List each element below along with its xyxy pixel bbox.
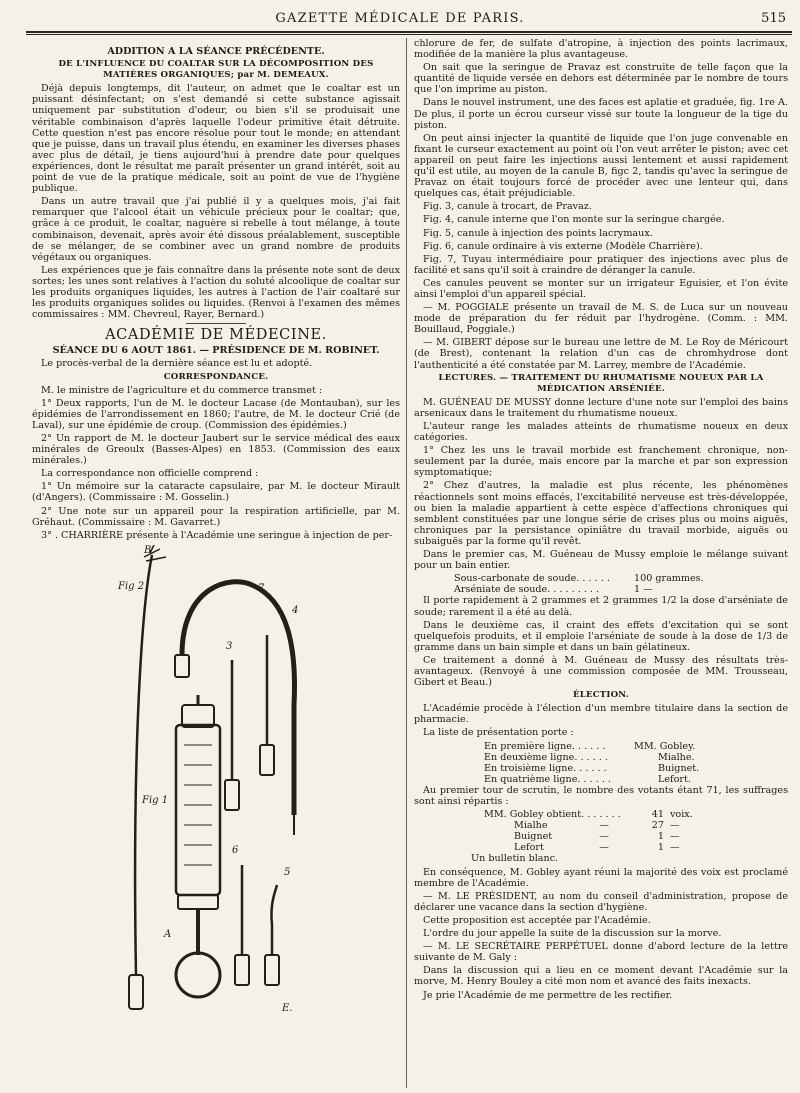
paragraph: Un bulletin blanc. bbox=[471, 853, 559, 865]
chem-qty: 1 — bbox=[634, 584, 653, 596]
header-rule-thin bbox=[26, 34, 792, 35]
figure-caption: Fig. 6, canule ordinaire à vis externe (Modèle Charrière). bbox=[423, 240, 703, 252]
vote-unit: voix. bbox=[670, 809, 693, 821]
cannula-fig8-hub bbox=[225, 780, 239, 810]
syringe-base bbox=[178, 895, 218, 909]
left-column bbox=[32, 44, 400, 1021]
paragraph: 2° Une note sur un appareil pour la respiration artificielle, par M. Gréhaut. (Commissaire : M. Gavarret.) bbox=[32, 505, 400, 528]
vote-unit: — bbox=[670, 820, 680, 832]
figure-label-bottom: E. bbox=[282, 1002, 293, 1014]
vote-unit: — bbox=[670, 831, 680, 843]
influence-heading: DE L'INFLUENCE DU COALTAR SUR LA DÉCOMPOSITION DES MATIÈRES ORGANIQUES; par M. DEMEAUX. bbox=[58, 59, 374, 81]
column-divider bbox=[406, 38, 407, 1088]
paragraph: — M. POGGIALE présente un travail de M. S. de Luca sur un nouveau mode de préparation du fer réduit par l'hydrogène. (Comm. : MM. Bouillaud, Poggiale.) bbox=[414, 302, 788, 336]
candidate-row bbox=[414, 763, 788, 774]
seance-line: SÉANCE DU 6 AOUT 1861. — PRÉSIDENCE DE M. ROBINET. bbox=[52, 345, 380, 357]
figure-label-fig1: Fig 1 bbox=[142, 794, 169, 806]
paragraph: — M. LE PRÉSIDENT, au nom du conseil d'administration, propose de déclarer une vacance dans la section d'hygiène. bbox=[414, 890, 788, 913]
syringe-figure bbox=[32, 545, 400, 1021]
candidate-rank: En troisième ligne. . . . . . bbox=[484, 762, 607, 774]
paragraph: 2° Chez d'autres, la maladie est plus récente, les phénomènes réactionnels sont moins effacés, l'excitabilité nerveuse est très-développée, ou bien la maladie appartient à cette espèce d'affections chroniques qui semblent constituées par une longue série de crises plus ou moins aiguës, chroniques par la persistance opiniâtre du travail morbide, aiguës ou subaiguës par la forme qu'il revêt. bbox=[414, 480, 788, 547]
paragraph: Ce traitement a donné à M. Guéneau de Mussy des résultats très-avantageux. (Renvoyé à une commission composée de MM. Trousseau, Gibert et Beau.) bbox=[414, 654, 788, 689]
vote-count: 1 bbox=[657, 842, 664, 854]
paragraph: — M. LE SECRÉTAIRE PERPÉTUEL donne d'abord lecture de la lettre suivante de M. Galy : bbox=[414, 941, 788, 964]
candidate-row bbox=[414, 752, 788, 763]
figure-caption: Fig. 3, canule à trocart, de Pravaz. bbox=[423, 201, 592, 213]
paragraph: 1° Chez les uns le travail morbide est franchement chronique, non-seulement par la durée, mais encore par la marche et par son expression symptomatique; bbox=[414, 445, 788, 479]
vote-name: Buignet bbox=[514, 831, 553, 843]
paragraph: La correspondance non officielle comprend : bbox=[41, 468, 259, 480]
paragraph: Dans un autre travail que j'ai publié il y a quelques mois, j'ai fait remarquer que l'alcool était un véhicule précieux pour le coaltar; que, grâce à ce produit, le coaltar, naguère si rebelle à tout mélange, à toute combinaison, devenait, après avoir été dissous préalablement, susceptible de se mélanger, de se combiner avec un grand nombre de produits végétaux ou organiques. bbox=[32, 196, 400, 263]
paragraph: On sait que la seringue de Pravaz est construite de telle façon que la quantité de liquide versée en dehors est déterminée par le nombre de tours que l'on imprime au piston. bbox=[414, 62, 788, 96]
paragraph: Déjà depuis longtemps, dit l'auteur, on admet que le coaltar est un puissant désinfectant; on s'est demandé si cette substance agissait uniquement par substitution d'odeur, ou bien s'il se produisait une véritable combinaison d'après laquelle l'odeur primitive était détruite. Cette question n'est pas encore résolue pour tout le monde; en attendant que je puisse, dans un travail plus étendu, en examiner les diverses phases avec plus de détail, je tiens aujourd'hui à prendre date pour quelques expériences, dont le résultat me paraît présenter un grand intérêt, soit au point de vue de la pratique médicale, soit au point de vue de l'hygiène publique. bbox=[32, 83, 400, 195]
vote-name: MM. Gobley obtient. . . . . . . bbox=[484, 809, 621, 821]
vote-unit: — bbox=[670, 842, 680, 854]
cannula-fig5-hub bbox=[265, 955, 279, 985]
vote-name: Mialhe bbox=[514, 820, 548, 832]
correspondance-heading: CORRESPONDANCE. bbox=[163, 371, 269, 382]
figure-label-fig2: Fig 2 bbox=[118, 580, 145, 592]
figure-caption: Fig. 5, canule à injection des points lacrymaux. bbox=[423, 227, 653, 239]
figure-label-a: A bbox=[164, 928, 172, 940]
vote-row bbox=[414, 842, 788, 853]
chem-name: Arséniate de soude. . . . . . . . . bbox=[454, 584, 600, 596]
cannula-b-hub bbox=[129, 975, 143, 1009]
figure-label-4: 4 bbox=[292, 604, 299, 616]
cannula-fig5 bbox=[271, 885, 277, 955]
candidate-row bbox=[414, 741, 788, 752]
vote-dash: — bbox=[599, 831, 609, 843]
lectures-heading: LECTURES. — TRAITEMENT DU RHUMATISME NOUEUX PAR LA MÉDICATION ARSÉNIÉE. bbox=[438, 372, 764, 394]
chem-row bbox=[414, 584, 788, 595]
syringe-cap bbox=[182, 705, 214, 727]
candidate-name: MM. Gobley. bbox=[634, 740, 696, 752]
vote-count: 27 bbox=[651, 820, 664, 832]
header-rule bbox=[26, 31, 792, 33]
paragraph: Ces canules peuvent se monter sur un irrigateur Eguisier, et l'on évite ainsi l'emploi d'un appareil spécial. bbox=[414, 277, 788, 300]
page-header bbox=[0, 0, 800, 34]
right-column bbox=[414, 38, 788, 1003]
figure-label-7: 7 bbox=[258, 582, 265, 594]
chem-name: Sous-carbonate de soude. . . . . . bbox=[454, 573, 610, 585]
paragraph: Il porte rapidement à 2 grammes et 2 grammes 1/2 la dose d'arséniate de soude; rarement il a été au delà. bbox=[414, 595, 788, 618]
candidate-name: Lefort. bbox=[658, 773, 691, 785]
election-heading: ÉLECTION. bbox=[573, 690, 629, 701]
candidate-rank: En deuxième ligne. . . . . . bbox=[484, 751, 608, 763]
figure-label-3: 3 bbox=[226, 640, 233, 652]
piston-ring bbox=[176, 953, 220, 997]
figure-label-6: 6 bbox=[232, 844, 239, 856]
vote-name: Lefort bbox=[514, 842, 544, 854]
journal-title: GAZETTE MÉDICALE DE PARIS. bbox=[275, 11, 525, 26]
paragraph: Dans la discussion qui a lieu en ce moment devant l'Académie sur la morve, M. Henry Bouley a cité mon nom et avancé des faits inexacts. bbox=[414, 965, 788, 988]
figure-caption: Fig. 4, canule interne que l'on monte sur la seringue chargée. bbox=[423, 214, 725, 226]
page-number: 515 bbox=[761, 11, 786, 26]
paragraph: Les expériences que je fais connaître dans la présente note sont de deux sortes; les unes sont relatives à l'action du soluté alcoolique de coaltar sur les produits organiques liquides, les autres à l'action de l'air coaltaré sur les produits organiques solides ou liquides. (Renvoi à l'examen des mêmes commissaires : MM. Chevreul, Rayer, Bernard.) bbox=[32, 264, 400, 321]
paragraph: Le procès-verbal de la dernière séance est lu et adopté. bbox=[41, 358, 313, 370]
paragraph: En conséquence, M. Gobley ayant réuni la majorité des voix est proclamé membre de l'Académie. bbox=[414, 866, 788, 889]
chem-row bbox=[414, 573, 788, 584]
chem-qty: 100 grammes. bbox=[634, 573, 704, 585]
paragraph: Je prie l'Académie de me permettre de les rectifier. bbox=[423, 989, 673, 1001]
figure-caption: Fig. 7, Tuyau intermédiaire pour pratiquer des injections avec plus de facilité et sans qu'il soit à craindre de déranger la canule. bbox=[414, 253, 788, 276]
paragraph: 3° . CHARRIÈRE présente à l'Académie une seringue à injection de per- bbox=[41, 529, 393, 541]
paragraph: 2° Un rapport de M. le docteur Jaubert sur le service médical des eaux minérales de Greoulx (Basses-Alpes) en 1853. (Commission des eaux minérales.) bbox=[32, 433, 400, 467]
vote-row bbox=[414, 820, 788, 831]
vote-row bbox=[414, 809, 788, 820]
paragraph: L'auteur range les malades atteints de rhumatisme noueux en deux catégories. bbox=[414, 421, 788, 444]
figure-label-b: B bbox=[144, 544, 152, 556]
figure-label-5: 5 bbox=[284, 866, 291, 878]
paragraph: La liste de présentation porte : bbox=[423, 727, 574, 739]
candidate-rank: En première ligne. . . . . . bbox=[484, 740, 606, 752]
candidate-row bbox=[414, 774, 788, 785]
paragraph: Dans le deuxième cas, il craint des effets d'excitation qui se sont quelquefois produits, et il emploie l'arséniate de soude à la dose de 1/3 de gramme dans un bain simple et dans un bain gélatineux. bbox=[414, 619, 788, 653]
paragraph: 1° Un mémoire sur la cataracte capsulaire, par M. le docteur Mirault (d'Angers). (Commissaire : M. Gosselin.) bbox=[32, 481, 400, 504]
paragraph: — M. GIBERT dépose sur le bureau une lettre de M. Le Roy de Méricourt (de Brest), contenant la relation d'un cas de chromhydrose dont l'authenticité a été constatée par M. Larrey, membre de l'Académie. bbox=[414, 337, 788, 371]
candidate-name: Buignet. bbox=[658, 762, 700, 774]
candidate-name: Mialhe. bbox=[658, 751, 695, 763]
paragraph: Au premier tour de scrutin, le nombre des votants étant 71, les suffrages sont ainsi répartis : bbox=[414, 784, 788, 807]
paragraph: Cette proposition est acceptée par l'Académie. bbox=[423, 914, 651, 926]
syringe-graduations bbox=[184, 745, 212, 865]
paragraph: Dans le premier cas, M. Guéneau de Mussy emploie le mélange suivant pour un bain entier. bbox=[414, 549, 788, 572]
vote-dash: — bbox=[599, 842, 609, 854]
syringe-barrel bbox=[176, 725, 220, 895]
tube-fig7-hub bbox=[175, 655, 189, 677]
paragraph: 1° Deux rapports, l'un de M. le docteur Lacase (de Montauban), sur les épidémies de l'arrondissement en 1860; l'autre, de M. le docteur Crié (de Laval), sur une épidémie de croup. (Commission des épidémies.) bbox=[32, 397, 400, 431]
cannula-b bbox=[135, 555, 152, 975]
paragraph: M. le ministre de l'agriculture et du commerce transmet : bbox=[41, 384, 323, 396]
paragraph: On peut ainsi injecter la quantité de liquide que l'on juge convenable en fixant le curseur exactement au point où l'on veut arrêter le piston; avec cet appareil on peut faire les injections aussi lentement et aussi rapidement qu'il est utile, au moyen de la canule B, figc 2, tandis qu'avec la seringue de Pravaz on était toujours forcé de procéder avec une lenteur qui, dans quelques cas, était préjudiciable. bbox=[414, 132, 788, 200]
paragraph: L'Académie procède à l'élection d'un membre titulaire dans la section de pharmacie. bbox=[414, 703, 788, 726]
cannula-fig4-hub bbox=[260, 745, 274, 775]
paragraph: Dans le nouvel instrument, une des faces est aplatie et graduée, fig. 1re A. De plus, il porte un écrou curseur vissé sur toute la longueur de la tige du piston. bbox=[414, 97, 788, 131]
vote-dash: — bbox=[599, 820, 609, 832]
vote-row bbox=[414, 831, 788, 842]
paragraph: L'ordre du jour appelle la suite de la discussion sur la morve. bbox=[423, 928, 722, 940]
paragraph: chlorure de fer, de sulfate d'atropine, à injection des points lacrimaux, modifiée de la manière la plus avantageuse. bbox=[414, 38, 788, 61]
syringe-illustration bbox=[32, 545, 400, 1021]
cannula-fig6-hub bbox=[235, 955, 249, 985]
candidate-rank: En quatrième ligne. . . . . . bbox=[484, 773, 611, 785]
vote-count: 1 bbox=[657, 831, 664, 843]
paragraph: M. GUÉNEAU DE MUSSY donne lecture d'une note sur l'emploi des bains arsenicaux dans le traitement du rhumatisme noueux. bbox=[414, 396, 788, 419]
vote-count: 41 bbox=[651, 809, 664, 821]
section-rule bbox=[186, 323, 246, 324]
academie-title: ACADÉMIE DE MÉDECINE. bbox=[105, 327, 327, 344]
addition-heading: ADDITION A LA SÉANCE PRÉCÉDENTE. bbox=[107, 46, 325, 57]
